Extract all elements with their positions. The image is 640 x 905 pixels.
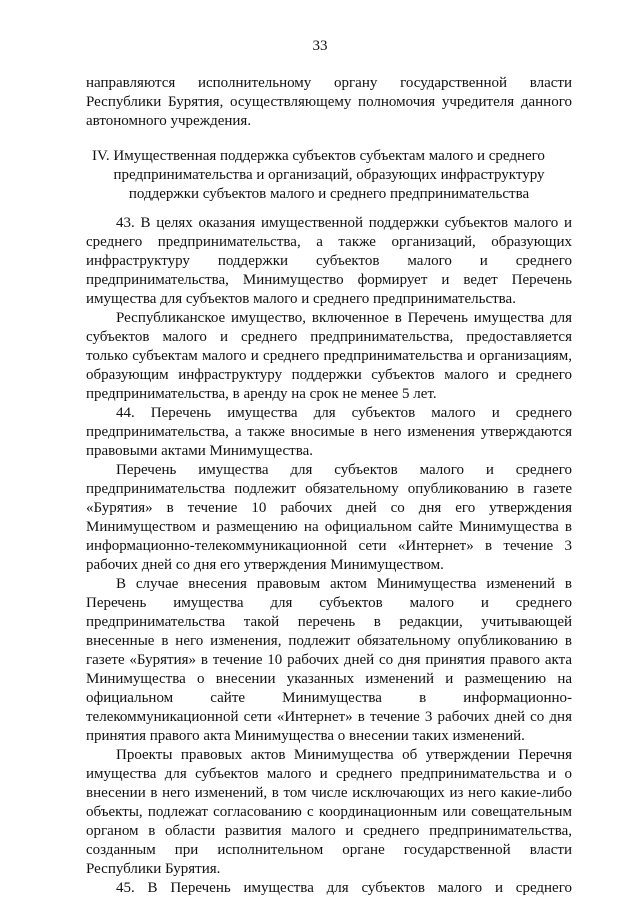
- text-line: Перечень имущества для субъектов малого и среднего: [86, 595, 572, 611]
- text-line: внесенные в него изменения, подлежит обязательному опубликованию в: [86, 633, 572, 649]
- paragraph-republic-property: [86, 309, 572, 404]
- text-line: объекты, подлежат согласованию с координационным или совещательным: [86, 804, 572, 820]
- section-heading: [86, 147, 572, 204]
- paragraph-amendments: [86, 575, 572, 746]
- heading-line: предпринимательства и организаций, образующих инфраструктуру: [113, 167, 545, 183]
- text-line: Перечень имущества для субъектов малого и среднего: [116, 462, 572, 478]
- text-line: предпринимательства, а также вносимые в него изменения утверждаются: [86, 424, 572, 440]
- text-line: принятия правого акта Минимущества о внесении таких изменений.: [86, 728, 525, 744]
- text-line: созданным при исполнительном органе государственной власти: [86, 842, 572, 858]
- text-line: Минимущества о внесении указанных изменений и размещению на: [86, 671, 572, 687]
- text-line: направляются исполнительному органу государственной власти: [86, 75, 572, 91]
- text-line: 43. В целях оказания имущественной поддержки субъектов малого и: [116, 215, 572, 231]
- text-line: «Бурятия» в течение 10 рабочих дней со дня его утверждения: [86, 500, 572, 516]
- text-line: имущества для субъектов малого и среднего предпринимательства.: [86, 291, 516, 307]
- text-line: предпринимательства подлежит обязательному опубликованию в газете: [86, 481, 572, 497]
- text-line: Минимуществом и размещению на официальном сайте Минимущества в: [86, 519, 572, 535]
- text-line: 45. В Перечень имущества для субъектов малого и среднего: [116, 880, 572, 896]
- text-line: В случае внесения правовым актом Минимущества изменений в: [116, 576, 572, 592]
- text-line: предпринимательства, Минимущество формирует и ведет Перечень: [86, 272, 572, 288]
- text-line: предпринимательства, в аренду на срок не менее 5 лет.: [86, 386, 437, 402]
- text-line: образующим инфраструктуру поддержки субъектов малого и среднего: [86, 367, 572, 383]
- text-line: Республиканское имущество, включенное в Перечень имущества для: [116, 310, 572, 326]
- text-line: инфраструктуру поддержки субъектов малого и среднего: [86, 253, 572, 269]
- paragraph-44: [86, 404, 572, 461]
- text-line: предпринимательства такой перечень в редакции, учитывающей: [86, 614, 572, 630]
- page-number: 33: [312, 38, 328, 54]
- text-line: автономного учреждения.: [86, 113, 252, 129]
- paragraph-43: [86, 214, 572, 309]
- text-line: Республики Бурятия.: [86, 861, 221, 877]
- text-line: органом в области развития малого и среднего предпринимательства,: [86, 823, 572, 839]
- intro-paragraph: [86, 74, 572, 131]
- heading-line: IV. Имущественная поддержка субъектов субъектам малого и среднего: [92, 148, 545, 164]
- heading-line: поддержки субъектов малого и среднего предпринимательства: [128, 186, 530, 202]
- text-line: 44. Перечень имущества для субъектов малого и среднего: [116, 405, 572, 421]
- text-line: рабочих дней со дня его утверждения Минимуществом.: [86, 557, 444, 573]
- text-line: Проекты правовых актов Минимущества об утверждении Перечня: [116, 747, 572, 763]
- text-line: имущества для субъектов малого и среднего предпринимательства и о: [86, 766, 572, 782]
- text-line: среднего предпринимательства, а также организаций, образующих: [86, 234, 572, 250]
- text-line: информационно-телекоммуникационной сети «Интернет» в течение 3: [86, 538, 572, 554]
- text-line: Республики Бурятия, осуществляющему полномочия учредителя данного: [86, 94, 572, 110]
- text-line: субъектов малого и среднего предпринимательства, предоставляется: [86, 329, 572, 345]
- paragraph-publication: [86, 461, 572, 575]
- paragraph-draft-acts: [86, 746, 572, 879]
- paragraph-45: [86, 879, 572, 898]
- text-line: только субъектам малого и среднего предпринимательства и организациям,: [86, 348, 572, 364]
- text-line: внесении в него изменений, в том числе исключающих из него какие-либо: [86, 785, 572, 801]
- text-line: газете «Бурятия» в течение 10 рабочих дней со дня принятия правого акта: [86, 652, 572, 668]
- text-line: правовыми актами Минимущества.: [86, 443, 314, 459]
- text-line: официальном сайте Минимущества в информационно-: [86, 690, 572, 706]
- text-line: телекоммуникационной сети «Интернет» в течение 3 рабочих дней со дня: [86, 709, 572, 725]
